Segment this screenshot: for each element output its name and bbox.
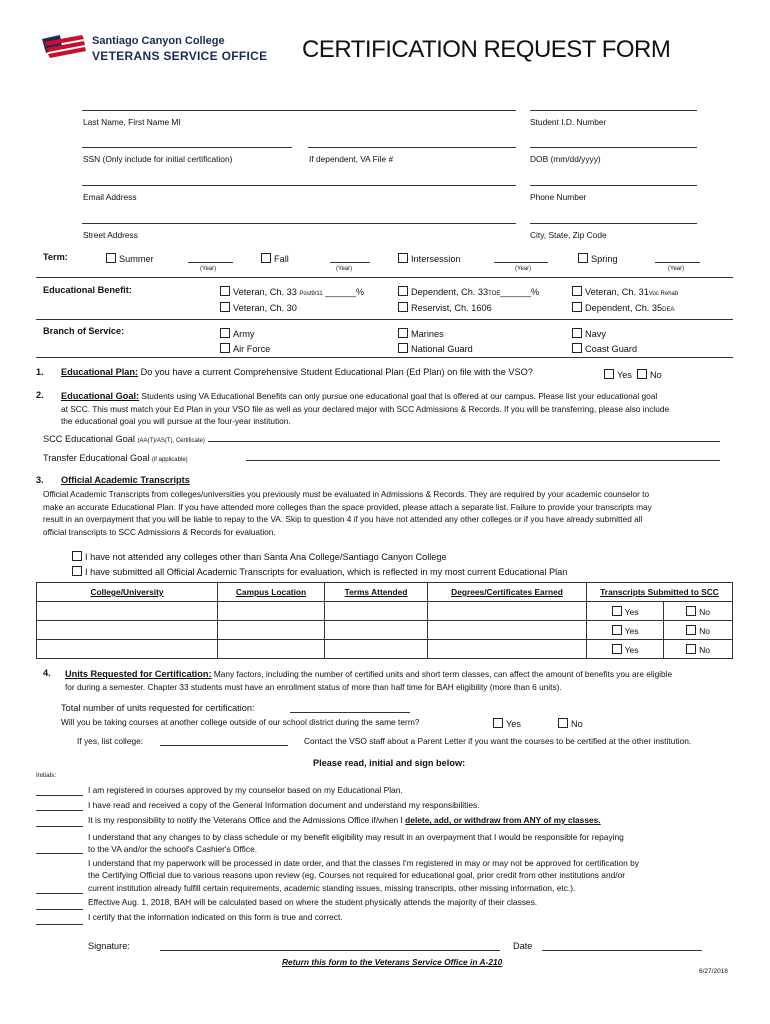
logo bbox=[38, 33, 88, 61]
branch-navy[interactable]: Navy bbox=[572, 328, 606, 339]
term-intersession[interactable]: Intersession bbox=[398, 253, 461, 264]
statement-7: I certify that the information indicated on this form is true and correct. bbox=[88, 912, 343, 922]
benefit-reservist[interactable]: Reservist, Ch. 1606 bbox=[398, 302, 492, 313]
checkbox-icon[interactable] bbox=[612, 606, 622, 616]
dob-line[interactable] bbox=[530, 147, 697, 148]
transfer-goal-line[interactable] bbox=[246, 460, 720, 461]
statement-1: I am registered in courses approved by my counselor based on my Educational Plan. bbox=[88, 785, 403, 795]
checkbox-icon[interactable] bbox=[261, 253, 271, 263]
checkbox-icon[interactable] bbox=[220, 343, 230, 353]
page-title: CERTIFICATION REQUEST FORM bbox=[302, 36, 671, 63]
statement-5: I understand that my paperwork will be processed in date order, and that the classes I'm registered in may or may not be approved for certification by the Certifying Official due to various reasons upon review (eg. Courses not required for educational goal, prior credit from other institutions and/or current institution already fulfill certain requirements, academic standing issues, missing transcripts, other missing information, etc.). bbox=[88, 858, 639, 893]
q4-number: 4. bbox=[43, 668, 51, 678]
benefit-dependent-35[interactable]: Dependent, Ch. 35DEA bbox=[572, 302, 674, 313]
list-college-line[interactable] bbox=[160, 745, 288, 746]
statement-6: Effective Aug. 1, 2018, BAH will be calculated based on where the student physically attends the majority of their classes. bbox=[88, 897, 538, 907]
term-label: Term: bbox=[43, 252, 68, 262]
transcripts-table bbox=[36, 582, 733, 659]
email-line[interactable] bbox=[82, 185, 516, 186]
transcript-no[interactable]: No bbox=[664, 640, 733, 659]
statement-2: I have read and received a copy of the General Information document and understand my responsibilities. bbox=[88, 800, 480, 810]
checkbox-icon[interactable] bbox=[604, 369, 614, 379]
checkbox-icon[interactable] bbox=[72, 551, 82, 561]
initials-label: Initials: bbox=[36, 772, 57, 779]
branch-label: Branch of Service: bbox=[43, 326, 125, 336]
checkbox-icon[interactable] bbox=[398, 253, 408, 263]
sign-heading: Please read, initial and sign below: bbox=[313, 758, 466, 768]
q3-heading: Official Academic Transcripts bbox=[61, 475, 190, 485]
checkbox-icon[interactable] bbox=[493, 718, 503, 728]
divider bbox=[36, 277, 733, 278]
initial-line[interactable] bbox=[36, 810, 83, 811]
term-year: (Year) bbox=[668, 266, 685, 272]
checkbox-icon[interactable] bbox=[398, 302, 408, 312]
checkbox-icon[interactable] bbox=[106, 253, 116, 263]
other-college-no[interactable]: No bbox=[558, 718, 583, 729]
checkbox-icon[interactable] bbox=[398, 328, 408, 338]
checkbox-icon[interactable] bbox=[612, 625, 622, 635]
divider bbox=[36, 319, 733, 320]
term-summer[interactable]: Summer bbox=[106, 253, 154, 264]
total-units-line[interactable] bbox=[290, 712, 410, 713]
branch-national-guard[interactable]: National Guard bbox=[398, 343, 473, 354]
phone-label: Phone Number bbox=[530, 192, 587, 202]
q1-number: 1. bbox=[36, 367, 44, 377]
q4-text: Units Requested for Certification: Many factors, including the number of certified units and short term classes, can affect the amount of benefits you are eligible for during a semester. Chapter 33 students must have an enrollment status of more than half time for BAH eligibility (more than 6 units). bbox=[65, 669, 673, 692]
date-line[interactable] bbox=[542, 950, 702, 951]
transcript-no[interactable]: No bbox=[664, 602, 733, 621]
q3-option-not-attended[interactable]: I have not attended any colleges other than Santa Ana College/Santiago Canyon College bbox=[72, 551, 447, 562]
list-college-label: If yes, list college: bbox=[77, 736, 144, 746]
q1-yes[interactable]: Yes bbox=[604, 369, 632, 380]
ssn-line[interactable] bbox=[82, 147, 292, 148]
table-row[interactable] bbox=[37, 602, 733, 621]
va-file-line[interactable] bbox=[308, 147, 516, 148]
term-fall[interactable]: Fall bbox=[261, 253, 289, 264]
col-terms: Terms Attended bbox=[325, 583, 428, 602]
city-label: City, State, Zip Code bbox=[530, 230, 607, 240]
divider bbox=[36, 357, 733, 358]
initial-line[interactable] bbox=[36, 893, 83, 894]
initial-line[interactable] bbox=[36, 795, 83, 796]
checkbox-icon[interactable] bbox=[220, 328, 230, 338]
table-row[interactable] bbox=[37, 621, 733, 640]
checkbox-icon[interactable] bbox=[572, 286, 582, 296]
scc-goal-line[interactable] bbox=[208, 441, 720, 442]
q2-number: 2. bbox=[36, 390, 44, 400]
table-header-row bbox=[37, 583, 733, 602]
initial-line[interactable] bbox=[36, 853, 83, 854]
benefit-dependent-33[interactable]: Dependent, Ch. 33TOE______% bbox=[398, 286, 539, 297]
last-name-label: Last Name, First Name MI bbox=[83, 117, 181, 127]
checkbox-icon[interactable] bbox=[220, 286, 230, 296]
checkbox-icon[interactable] bbox=[686, 606, 696, 616]
q1-text: Educational Plan: Do you have a current Comprehensive Student Educational Plan (Ed Plan) on file with the VSO? bbox=[61, 367, 533, 377]
benefit-label: Educational Benefit: bbox=[43, 285, 132, 295]
col-degrees: Degrees/Certificates Earned bbox=[428, 583, 587, 602]
checkbox-icon[interactable] bbox=[637, 369, 647, 379]
statement-3: It is my responsibility to notify the Veterans Office and the Admissions Office if/when I delete, add, or withdraw from ANY of my classes. bbox=[88, 815, 601, 825]
q3-number: 3. bbox=[36, 475, 44, 485]
branch-marines[interactable]: Marines bbox=[398, 328, 444, 339]
q3-option-submitted[interactable]: I have submitted all Official Academic Transcripts for evaluation, which is reflected in my most current Educational Plan bbox=[72, 566, 567, 577]
total-units-label: Total number of units requested for certification: bbox=[61, 703, 255, 713]
scc-goal-label: SCC Educational Goal (AA(T)/AS(T), Certificate) bbox=[43, 434, 205, 444]
checkbox-icon[interactable] bbox=[398, 286, 408, 296]
dob-label: DOB (mm/dd/yyyy) bbox=[530, 154, 601, 164]
checkbox-icon[interactable] bbox=[572, 343, 582, 353]
initial-line[interactable] bbox=[36, 909, 83, 910]
return-note: Return this form to the Veterans Service Office in A-210 bbox=[282, 957, 503, 967]
branch-army[interactable]: Army bbox=[220, 328, 254, 339]
email-label: Email Address bbox=[83, 192, 137, 202]
branch-air-force[interactable]: Air Force bbox=[220, 343, 270, 354]
table-row[interactable] bbox=[37, 640, 733, 659]
transcript-no[interactable]: No bbox=[664, 621, 733, 640]
checkbox-icon[interactable] bbox=[572, 328, 582, 338]
term-year: (Year) bbox=[515, 266, 532, 272]
street-line[interactable] bbox=[82, 223, 516, 224]
checkbox-icon[interactable] bbox=[686, 644, 696, 654]
col-college: College/University bbox=[37, 583, 218, 602]
other-college-yes[interactable]: Yes bbox=[493, 718, 521, 729]
last-name-line[interactable] bbox=[82, 110, 516, 111]
revision-date: 6/27/2018 bbox=[699, 968, 728, 975]
transcript-yes[interactable]: Yes bbox=[587, 640, 664, 659]
q2-text: Educational Goal: Students using VA Educational Benefits can only pursue one educational goal that is offered at our campus. Please list your educational goal at SCC. This must match your Ed Plan in your VSO file as well as your declared major with SCC Admissions & Records. If you will be transferring, please also include the educational goal you will pursue at the four-year institution. bbox=[61, 391, 670, 426]
city-line[interactable] bbox=[530, 223, 697, 224]
benefit-veteran-30[interactable]: Veteran, Ch. 30 bbox=[220, 302, 297, 313]
term-spring[interactable]: Spring bbox=[578, 253, 618, 264]
date-label: Date bbox=[513, 941, 533, 951]
q3-text: Official Academic Transcripts from colleges/universities you previously must be evaluated in Admissions & Records. They are required by your academic counselor to make an accurate Educational Plan. If you have attended more colleges than the space provided, please attach a separate list. Failure to provide your transcripts may result in an overpayment that you will be liable to repay to the VA. Skip to question 4 if you have not attended any other colleges or if you have already submitted all official transcripts to SCC Admissions & Records for evaluation. bbox=[43, 489, 652, 537]
initial-line[interactable] bbox=[36, 826, 83, 827]
checkbox-icon[interactable] bbox=[686, 625, 696, 635]
student-id-label: Student I.D. Number bbox=[530, 117, 607, 127]
checkbox-icon[interactable] bbox=[612, 644, 622, 654]
phone-line[interactable] bbox=[530, 185, 697, 186]
ssn-label: SSN (Only include for initial certification) bbox=[83, 154, 233, 164]
col-campus: Campus Location bbox=[218, 583, 325, 602]
term-year: (Year) bbox=[336, 266, 353, 272]
q1-no[interactable]: No bbox=[637, 369, 662, 380]
term-year: (Year) bbox=[200, 266, 217, 272]
checkbox-icon[interactable] bbox=[398, 343, 408, 353]
signature-label: Signature: bbox=[88, 941, 130, 951]
checkbox-icon[interactable] bbox=[558, 718, 568, 728]
checkbox-icon[interactable] bbox=[578, 253, 588, 263]
checkbox-icon[interactable] bbox=[572, 302, 582, 312]
initial-line[interactable] bbox=[36, 924, 83, 925]
other-college-question: Will you be taking courses at another college outside of our school district during the same term? bbox=[61, 717, 420, 727]
signature-line[interactable] bbox=[160, 950, 500, 951]
college-name: Santiago Canyon College bbox=[92, 35, 225, 47]
transcript-yes[interactable]: Yes bbox=[587, 602, 664, 621]
transfer-goal-label: Transfer Educational Goal (if applicable) bbox=[43, 453, 188, 463]
office-name: VETERANS SERVICE OFFICE bbox=[92, 49, 268, 63]
student-id-line[interactable] bbox=[530, 110, 697, 111]
branch-coast-guard[interactable]: Coast Guard bbox=[572, 343, 637, 354]
checkbox-icon[interactable] bbox=[72, 566, 82, 576]
parent-letter-note: Contact the VSO staff about a Parent Letter if you want the courses to be certified at the other institution. bbox=[304, 736, 692, 746]
col-transcripts: Transcripts Submitted to SCC bbox=[587, 583, 733, 602]
transcript-yes[interactable]: Yes bbox=[587, 621, 664, 640]
benefit-veteran-31[interactable]: Veteran, Ch. 31Voc Rehab bbox=[572, 286, 678, 297]
benefit-veteran-33[interactable]: Veteran, Ch. 33 Post9/11 ______% bbox=[220, 286, 364, 297]
statement-4: I understand that any changes to by class schedule or my benefit eligibility may result in an overpayment that I would be responsible for repaying to the VA and/or the school's Cashier's Office. bbox=[88, 832, 624, 854]
street-label: Street Address bbox=[83, 230, 138, 240]
va-file-label: If dependent, VA File # bbox=[309, 154, 394, 164]
checkbox-icon[interactable] bbox=[220, 302, 230, 312]
